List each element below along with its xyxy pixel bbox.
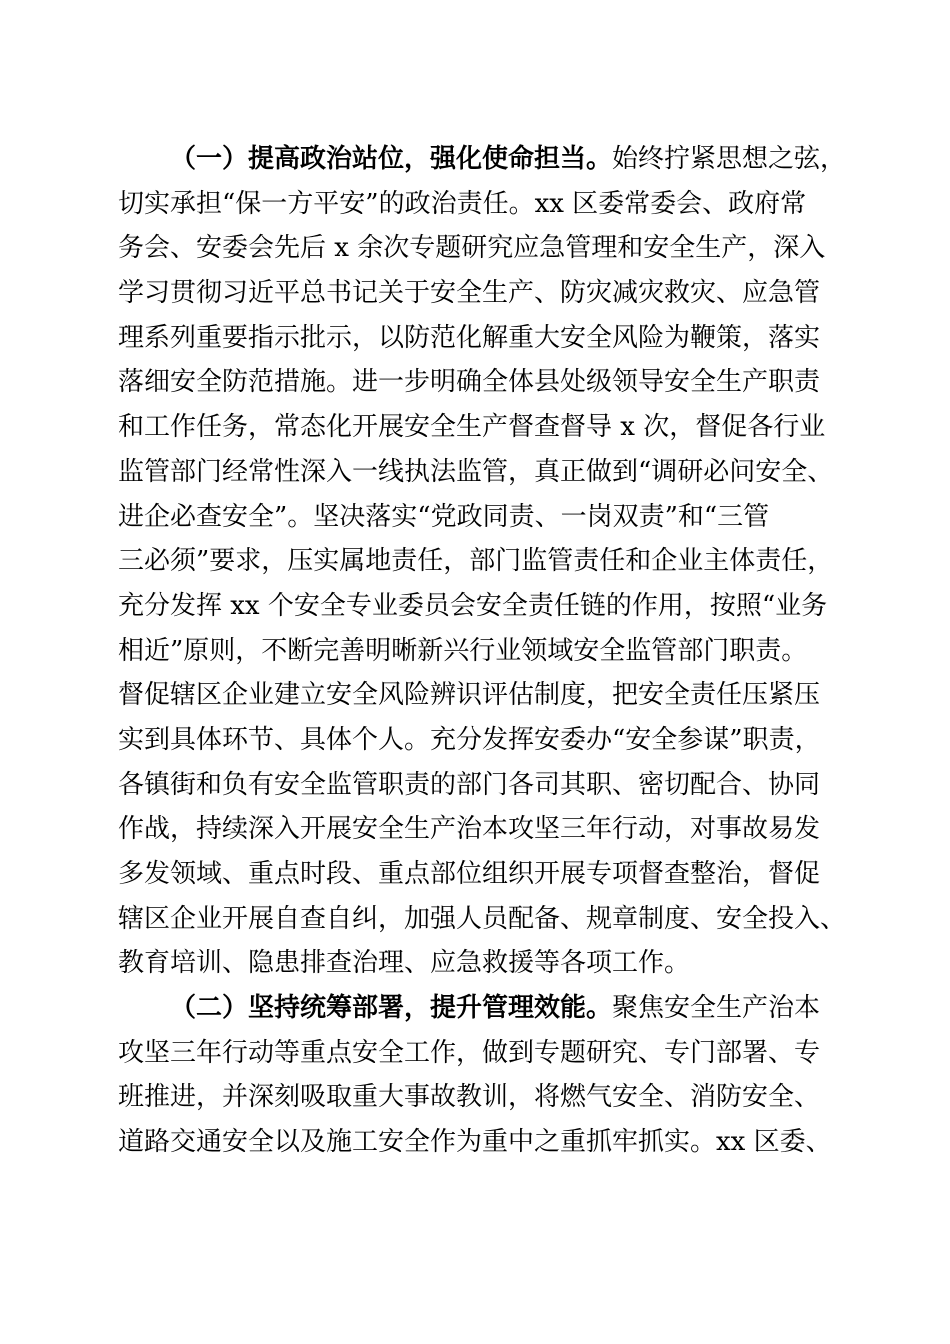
paragraph-1-line — [118, 316, 848, 361]
paragraph-1-line — [118, 852, 848, 897]
body-text: 和工作任务，常态化开展安全生产督查督导 x 次，督促各行业 — [118, 412, 826, 443]
paragraph-2-line — [118, 1075, 848, 1120]
body-text: 聚焦安全生产治本 — [612, 993, 821, 1024]
paragraph-2-line — [118, 1031, 848, 1076]
paragraph-1-line — [118, 360, 848, 405]
paragraph-1-line — [118, 673, 848, 718]
body-text: 始终拧紧思想之弦， — [612, 144, 847, 174]
body-text: 三必须”要求，压实属地责任，部门监管责任和企业主体责任， — [118, 546, 834, 577]
body-text: 务会、安委会先后 x 余次专题研究应急管理和安全生产，深入 — [118, 233, 826, 264]
paragraph-1-line — [118, 137, 848, 182]
section-heading: （一）提高政治站位，强化使命担当。 — [170, 144, 613, 174]
body-text: 辖区企业开展自查自纠，加强人员配备、规章制度、安全投入、 — [118, 903, 847, 934]
paragraph-1-line — [118, 226, 848, 271]
body-text: 督促辖区企业建立安全风险辨识评估制度，把安全责任压紧压 — [118, 680, 821, 711]
body-text: 道路交通安全以及施工安全作为重中之重抓牢抓实。xx 区委、 — [118, 1127, 832, 1158]
paragraph-1-line — [118, 450, 848, 495]
body-text: 作战，持续深入开展安全生产治本攻坚三年行动，对事故易发 — [118, 814, 821, 845]
paragraph-1-line — [118, 629, 848, 674]
body-text: 攻坚三年行动等重点安全工作，做到专题研究、专门部署、专 — [118, 1037, 821, 1068]
paragraph-2-line — [118, 1120, 848, 1165]
body-text: 教育培训、隐患排查治理、应急救援等各项工作。 — [118, 948, 691, 979]
body-text: 理系列重要指示批示，以防范化解重大安全风险为鞭策，落实 — [118, 322, 821, 353]
body-text: 进企必查安全”。坚决落实“党政同责、一岗双责”和“三管 — [118, 501, 770, 532]
paragraph-2-line — [118, 986, 848, 1031]
paragraph-1-line — [118, 405, 848, 450]
document-body — [118, 137, 848, 1165]
body-text: 落细安全防范措施。进一步明确全体县处级领导安全生产职责 — [118, 367, 821, 398]
body-text: 充分发挥 xx 个安全专业委员会安全责任链的作用，按照“业务 — [118, 590, 828, 621]
body-text: 切实承担“保一方平安”的政治责任。xx 区委常委会、政府常 — [118, 188, 807, 219]
body-text: 监管部门经常性深入一线执法监管，真正做到“调研必问安全、 — [118, 456, 834, 487]
paragraph-1-line — [118, 763, 848, 808]
paragraph-1-line — [118, 718, 848, 763]
paragraph-1-line — [118, 271, 848, 316]
body-text: 各镇街和负有安全监管职责的部门各司其职、密切配合、协同 — [118, 769, 821, 800]
body-text: 实到具体环节、具体个人。充分发挥安委办“安全参谋”职责， — [118, 724, 821, 755]
paragraph-1-line — [118, 807, 848, 852]
body-text: 多发领域、重点时段、重点部位组织开展专项督查整治，督促 — [118, 859, 821, 889]
paragraph-1-line — [118, 941, 848, 986]
paragraph-1-line — [118, 182, 848, 227]
paragraph-1-line — [118, 584, 848, 629]
section-heading: （二）坚持统筹部署，提升管理效能。 — [170, 993, 613, 1024]
body-text: 学习贯彻习近平总书记关于安全生产、防灾减灾救灾、应急管 — [118, 278, 821, 309]
body-text: 相近”原则，不断完善明晰新兴行业领域安全监管部门职责。 — [118, 635, 808, 666]
paragraph-1-line — [118, 539, 848, 584]
paragraph-1-line — [118, 897, 848, 942]
paragraph-1-line — [118, 495, 848, 540]
body-text: 班推进，并深刻吸取重大事故教训，将燃气安全、消防安全、 — [118, 1082, 821, 1113]
